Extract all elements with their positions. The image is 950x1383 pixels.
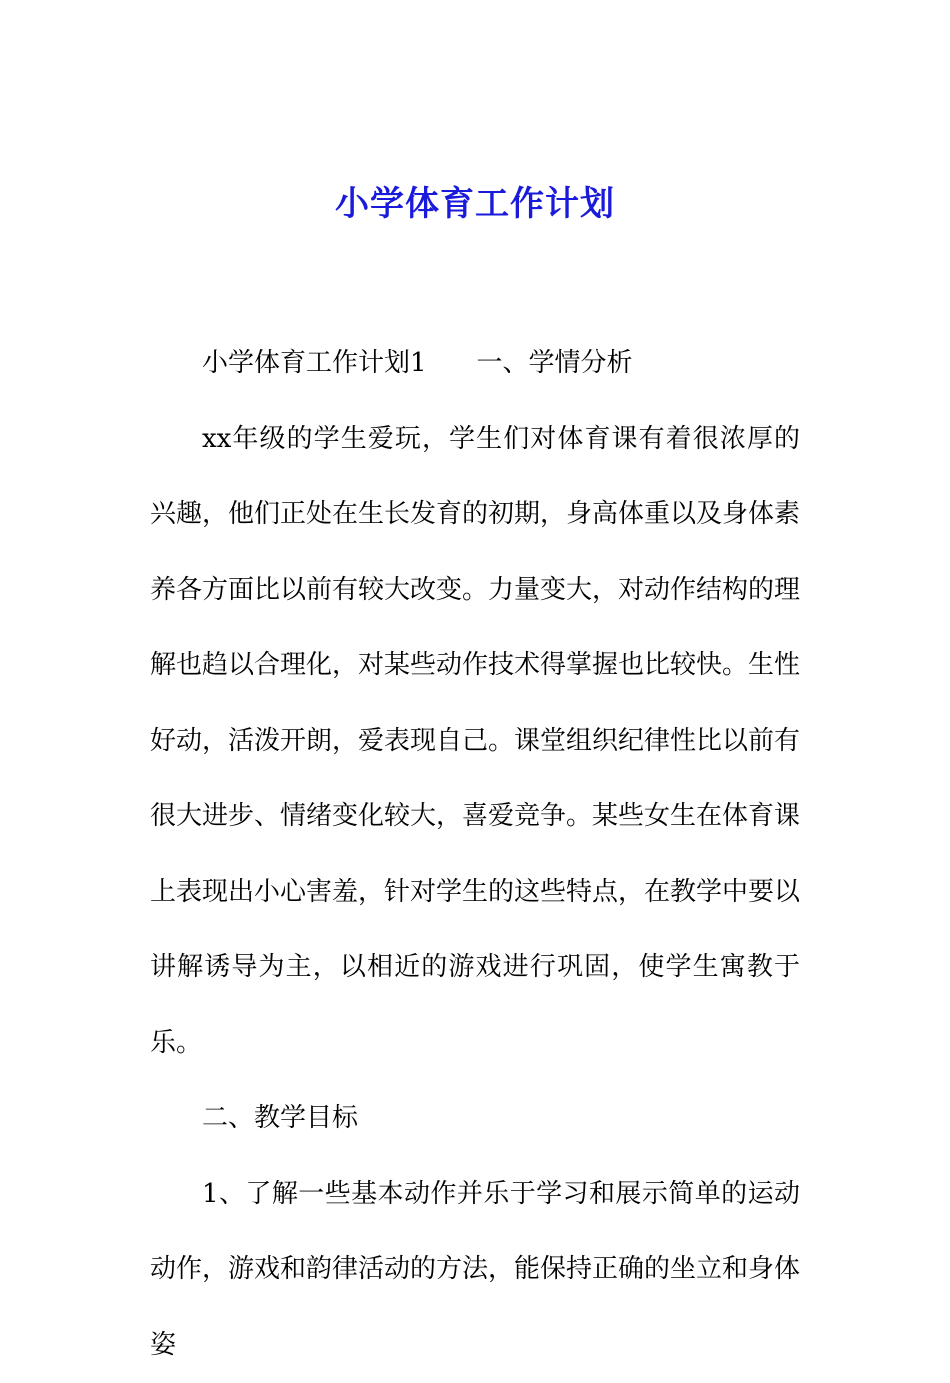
section-heading: 小学体育工作计划1 (202, 348, 427, 378)
document-title: 小学体育工作计划 (0, 176, 950, 232)
paragraph-1-text: 一、学情分析 (477, 348, 633, 378)
paragraph-1 (150, 326, 800, 402)
paragraph-3: 二、教学目标 (150, 1081, 800, 1157)
document-body (150, 326, 800, 1383)
paragraph-4: 1、了解一些基本动作并乐于学习和展示简单的运动动作，游戏和韵律活动的方法，能保持正确的坐立和身体姿 (150, 1157, 800, 1383)
paragraph-2: xx年级的学生爱玩，学生们对体育课有着很浓厚的兴趣，他们正处在生长发育的初期，身高体重以及身体素养各方面比以前有较大改变。力量变大，对动作结构的理解也趋以合理化，对某些动作技术得掌握也比较快。生性好动，活泼开朗，爱表现自己。课堂组织纪律性比以前有很大进步、情绪变化较大，喜爱竞争。某些女生在体育课上表现出小心害羞，针对学生的这些特点，在教学中要以讲解诱导为主，以相近的游戏进行巩固，使学生寓教于乐。 (150, 402, 800, 1082)
